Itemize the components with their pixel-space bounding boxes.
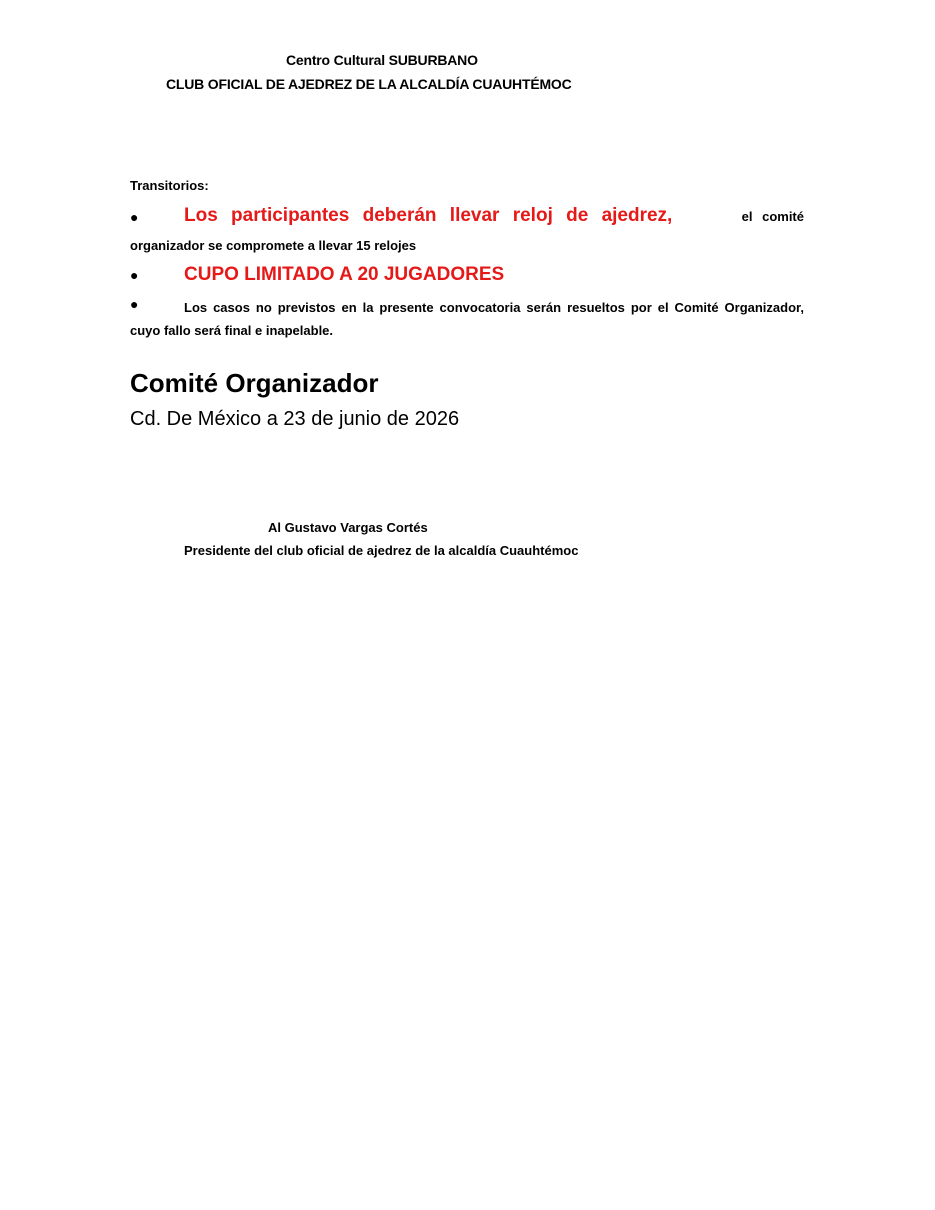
transitorios-heading: Transitorios: — [130, 178, 209, 193]
transitorio-item-1 — [184, 205, 804, 227]
bullet-icon: ● — [130, 267, 139, 283]
header-line-2: CLUB OFICIAL DE AJEDREZ DE LA ALCALDÍA CUAUHTÉMOC — [166, 76, 572, 92]
signature-name: Al Gustavo Vargas Cortés — [268, 520, 428, 535]
transitorio-1-highlight: Los participantes deberán llevar reloj de ajedrez, — [184, 205, 673, 226]
transitorio-1-continuation: organizador se compromete a llevar 15 relojes — [130, 238, 417, 253]
transitorio-item-3: Los casos no previstos en la presente convocatoria serán resueltos por el Comité Organizador, cuyo fallo será final e inapelable. — [130, 300, 804, 338]
header-line-1: Centro Cultural SUBURBANO — [286, 52, 478, 68]
committee-heading: Comité Organizador — [130, 368, 379, 398]
place-date: Cd. De México a 23 de junio de 2026 — [130, 408, 460, 430]
transitorio-item-2: CUPO LIMITADO A 20 JUGADORES — [184, 264, 505, 285]
bullet-icon: ● — [130, 209, 139, 225]
bullet-icon: ● — [130, 296, 139, 312]
transitorio-1-rest: el comité — [741, 209, 804, 224]
signature-title: Presidente del club oficial de ajedrez de la alcaldía Cuauhtémoc — [184, 543, 579, 558]
